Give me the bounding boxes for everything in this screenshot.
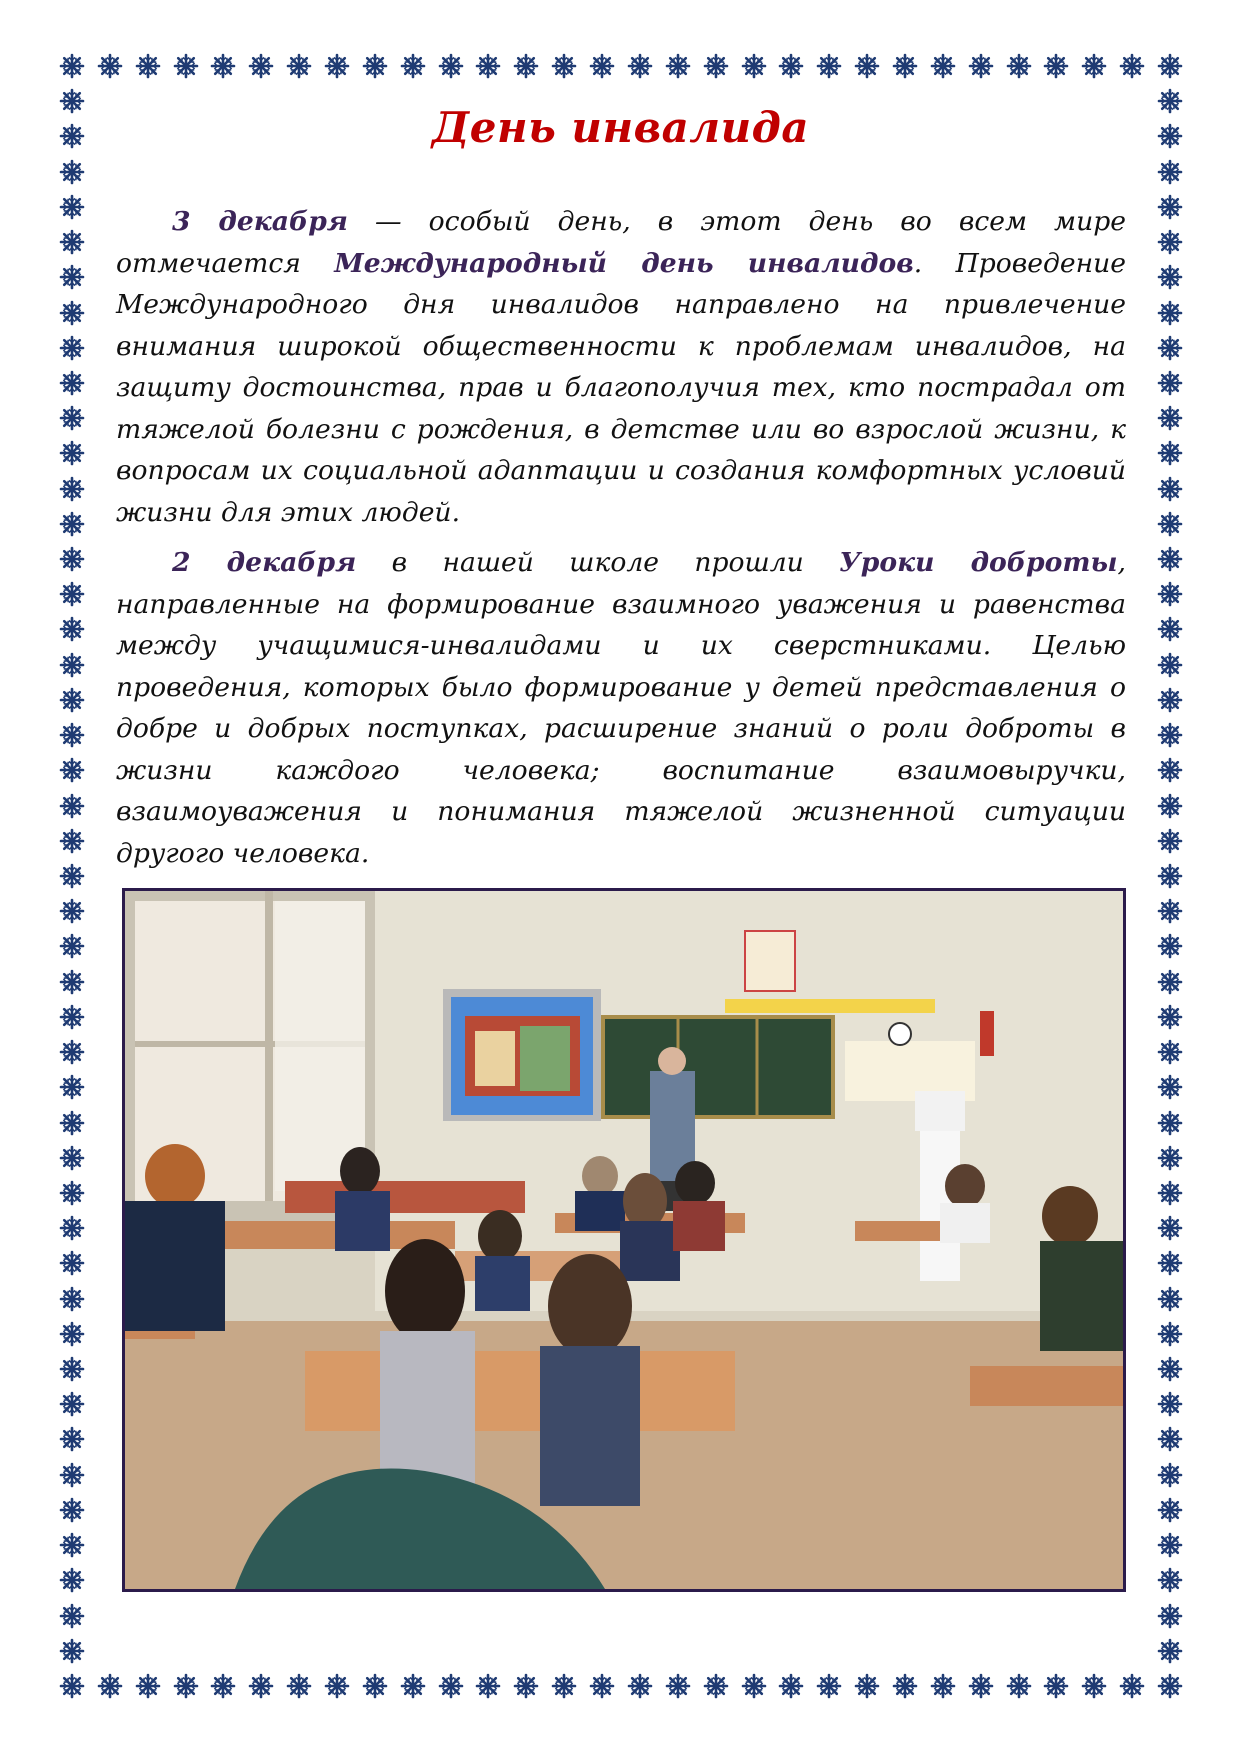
snowflake-icon bbox=[1157, 757, 1183, 783]
snowflake-icon bbox=[1157, 476, 1183, 502]
snowflake-icon bbox=[400, 1673, 426, 1699]
snowflake-icon bbox=[438, 1673, 464, 1699]
snowflake-icon bbox=[135, 1673, 161, 1699]
snowflake-icon bbox=[59, 1462, 85, 1488]
snowflake-icon bbox=[1157, 1567, 1183, 1593]
snowflake-icon bbox=[286, 1673, 312, 1699]
snowflake-icon bbox=[438, 53, 464, 79]
snowflake-icon bbox=[210, 53, 236, 79]
snowflake-icon bbox=[400, 53, 426, 79]
snowflake-icon bbox=[59, 652, 85, 678]
snowflake-icon bbox=[1043, 1673, 1069, 1699]
snowflake-icon bbox=[59, 159, 85, 185]
snowflake-icon bbox=[59, 1039, 85, 1065]
snowflake-icon bbox=[475, 53, 501, 79]
snowflake-icon bbox=[1157, 1286, 1183, 1312]
snowflake-icon bbox=[210, 1673, 236, 1699]
snowflake-icon bbox=[1157, 229, 1183, 255]
snowflake-icon bbox=[324, 1673, 350, 1699]
snowflake-icon bbox=[665, 53, 691, 79]
date-december-2: 2 декабря bbox=[172, 547, 357, 578]
classroom-photo bbox=[122, 888, 1126, 1592]
snowflake-icon bbox=[59, 1391, 85, 1417]
snowflake-icon bbox=[778, 53, 804, 79]
snowflake-icon bbox=[59, 828, 85, 854]
snowflake-icon bbox=[248, 53, 274, 79]
snowflake-icon bbox=[1081, 53, 1107, 79]
snowflake-icon bbox=[97, 1673, 123, 1699]
snowflake-icon bbox=[627, 1673, 653, 1699]
snowflake-icon bbox=[59, 405, 85, 431]
snowflake-icon bbox=[1157, 300, 1183, 326]
snowflake-icon bbox=[892, 53, 918, 79]
snowflake-icon bbox=[627, 53, 653, 79]
snowflake-icon bbox=[59, 933, 85, 959]
snowflake-icon bbox=[1157, 546, 1183, 572]
snowflake-icon bbox=[59, 1567, 85, 1593]
snowflake-icon bbox=[59, 1074, 85, 1100]
snowflake-icon bbox=[778, 1673, 804, 1699]
snowflake-icon bbox=[816, 53, 842, 79]
snowflake-icon bbox=[59, 1603, 85, 1629]
snowflake-icon bbox=[930, 53, 956, 79]
snowflake-icon bbox=[59, 1286, 85, 1312]
snowflake-icon bbox=[1157, 1039, 1183, 1065]
snowflake-icon bbox=[1157, 1673, 1183, 1699]
snowflake-icon bbox=[703, 53, 729, 79]
snowflake-icon bbox=[741, 1673, 767, 1699]
snowflake-icon bbox=[97, 53, 123, 79]
snowflake-icon bbox=[1157, 1145, 1183, 1171]
snowflake-icon bbox=[1157, 53, 1183, 79]
snowflake-icon bbox=[59, 1321, 85, 1347]
snowflake-icon bbox=[59, 687, 85, 713]
snowflake-icon bbox=[1157, 1391, 1183, 1417]
snowflake-icon bbox=[1081, 1673, 1107, 1699]
event-kindness-lessons: Уроки доброты bbox=[839, 547, 1118, 578]
snowflake-icon bbox=[59, 335, 85, 361]
snowflake-icon bbox=[59, 863, 85, 889]
snowflake-icon bbox=[1157, 687, 1183, 713]
date-december-3: 3 декабря bbox=[172, 206, 348, 237]
snowflake-icon bbox=[59, 757, 85, 783]
snowflake-icon bbox=[1043, 53, 1069, 79]
snowflake-icon bbox=[1006, 53, 1032, 79]
snowflake-icon bbox=[1157, 969, 1183, 995]
snowflake-icon bbox=[703, 1673, 729, 1699]
snowflake-icon bbox=[475, 1673, 501, 1699]
snowflake-icon bbox=[1157, 581, 1183, 607]
snowflake-icon bbox=[59, 1004, 85, 1030]
paragraph-kindness-lessons: 2 декабря в нашей школе прошли Уроки доброты, направленные на формирование взаимного уважения и равенства между учащимися-инвалидами и их сверстниками. Целью проведения, которых было формирование у детей представления о добре и добрых поступках, расширение знаний о роли доброты в жизни каждого человека; воспитание взаимовыручки, взаимоуважения и понимания тяжелой жизненной ситуации другого человека. bbox=[116, 547, 1127, 869]
snowflake-icon bbox=[892, 1673, 918, 1699]
snowflake-icon bbox=[816, 1673, 842, 1699]
snowflake-icon bbox=[59, 1532, 85, 1558]
snowflake-icon bbox=[1157, 405, 1183, 431]
snowflake-icon bbox=[1157, 440, 1183, 466]
snowflake-icon bbox=[741, 53, 767, 79]
snowflake-icon bbox=[1157, 335, 1183, 361]
snowflake-icon bbox=[59, 546, 85, 572]
snowflake-icon bbox=[59, 581, 85, 607]
snowflake-icon bbox=[59, 53, 85, 79]
snowflake-icon bbox=[1157, 828, 1183, 854]
snowflake-icon bbox=[59, 511, 85, 537]
page-title: День инвалида bbox=[431, 103, 810, 152]
snowflake-icon bbox=[248, 1673, 274, 1699]
snowflake-icon bbox=[59, 722, 85, 748]
snowflake-icon bbox=[1157, 863, 1183, 889]
snowflake-icon bbox=[551, 53, 577, 79]
snowflake-icon bbox=[1157, 1180, 1183, 1206]
snowflake-icon bbox=[59, 1426, 85, 1452]
snowflake-icon bbox=[854, 1673, 880, 1699]
snowflake-icon bbox=[1157, 722, 1183, 748]
snowflake-icon bbox=[1157, 898, 1183, 924]
classroom-photo-image bbox=[125, 891, 1123, 1589]
snowflake-icon bbox=[1157, 1215, 1183, 1241]
snowflake-icon bbox=[1157, 793, 1183, 819]
snowflake-icon bbox=[1157, 194, 1183, 220]
snowflake-icon bbox=[173, 53, 199, 79]
snowflake-icon bbox=[551, 1673, 577, 1699]
snowflake-icon bbox=[286, 53, 312, 79]
snowflake-icon bbox=[1157, 652, 1183, 678]
snowflake-icon bbox=[59, 898, 85, 924]
snowflake-icon bbox=[1157, 1356, 1183, 1382]
snowflake-icon bbox=[135, 53, 161, 79]
snowflake-icon bbox=[59, 194, 85, 220]
snowflake-icon bbox=[59, 969, 85, 995]
snowflake-icon bbox=[854, 53, 880, 79]
snowflake-icon bbox=[59, 616, 85, 642]
snowflake-icon bbox=[59, 476, 85, 502]
snowflake-icon bbox=[59, 1215, 85, 1241]
snowflake-icon bbox=[1157, 1250, 1183, 1276]
snowflake-icon bbox=[324, 53, 350, 79]
snowflake-icon bbox=[968, 53, 994, 79]
snowflake-icon bbox=[1157, 1110, 1183, 1136]
snowflake-icon bbox=[513, 53, 539, 79]
snowflake-icon bbox=[59, 229, 85, 255]
snowflake-icon bbox=[59, 440, 85, 466]
snowflake-icon bbox=[1157, 1603, 1183, 1629]
snowflake-icon bbox=[968, 1673, 994, 1699]
snowflake-icon bbox=[1157, 616, 1183, 642]
snowflake-icon bbox=[1157, 1004, 1183, 1030]
snowflake-icon bbox=[59, 1145, 85, 1171]
snowflake-icon bbox=[930, 1673, 956, 1699]
snowflake-icon bbox=[589, 1673, 615, 1699]
snowflake-icon bbox=[1157, 264, 1183, 290]
snowflake-icon bbox=[59, 300, 85, 326]
snowflake-icon bbox=[59, 1638, 85, 1664]
snowflake-icon bbox=[59, 1250, 85, 1276]
snowflake-icon bbox=[1157, 1532, 1183, 1558]
paragraph-international-day: 3 декабря — особый день, в этот день во всем мире отмечается Международный день инвалидов. Проведение Международного дня инвалидов направлено на привлечение внимания широкой общественности к проблемам инвалидов, на защиту достоинства, прав и благополучия тех, кто пострадал от тяжелой болезни с рождения, в детстве или во взрослой жизни, к вопросам их социальной адаптации и создания комфортных условий жизни для этих людей. bbox=[116, 206, 1126, 528]
snowflake-icon bbox=[59, 793, 85, 819]
snowflake-icon bbox=[1157, 511, 1183, 537]
snowflake-icon bbox=[1157, 1497, 1183, 1523]
snowflake-icon bbox=[1157, 1074, 1183, 1100]
snowflake-icon bbox=[1119, 53, 1145, 79]
snowflake-icon bbox=[362, 1673, 388, 1699]
snowflake-icon bbox=[59, 264, 85, 290]
snowflake-icon bbox=[665, 1673, 691, 1699]
event-international-day: Международный день инвалидов bbox=[334, 247, 914, 279]
snowflake-icon bbox=[59, 1356, 85, 1382]
snowflake-icon bbox=[173, 1673, 199, 1699]
snowflake-icon bbox=[59, 370, 85, 396]
snowflake-icon bbox=[59, 1497, 85, 1523]
snowflake-icon bbox=[1157, 1462, 1183, 1488]
snowflake-icon bbox=[59, 1110, 85, 1136]
snowflake-icon bbox=[59, 1180, 85, 1206]
snowflake-icon bbox=[1157, 370, 1183, 396]
snowflake-icon bbox=[1157, 933, 1183, 959]
snowflake-icon bbox=[1157, 1638, 1183, 1664]
snowflake-icon bbox=[1006, 1673, 1032, 1699]
snowflake-icon bbox=[59, 1673, 85, 1699]
snowflake-icon bbox=[362, 53, 388, 79]
snowflake-icon bbox=[1157, 159, 1183, 185]
snowflake-icon bbox=[1119, 1673, 1145, 1699]
snowflake-icon bbox=[589, 53, 615, 79]
snowflake-icon bbox=[1157, 1426, 1183, 1452]
snowflake-icon bbox=[513, 1673, 539, 1699]
snowflake-icon bbox=[1157, 1321, 1183, 1347]
